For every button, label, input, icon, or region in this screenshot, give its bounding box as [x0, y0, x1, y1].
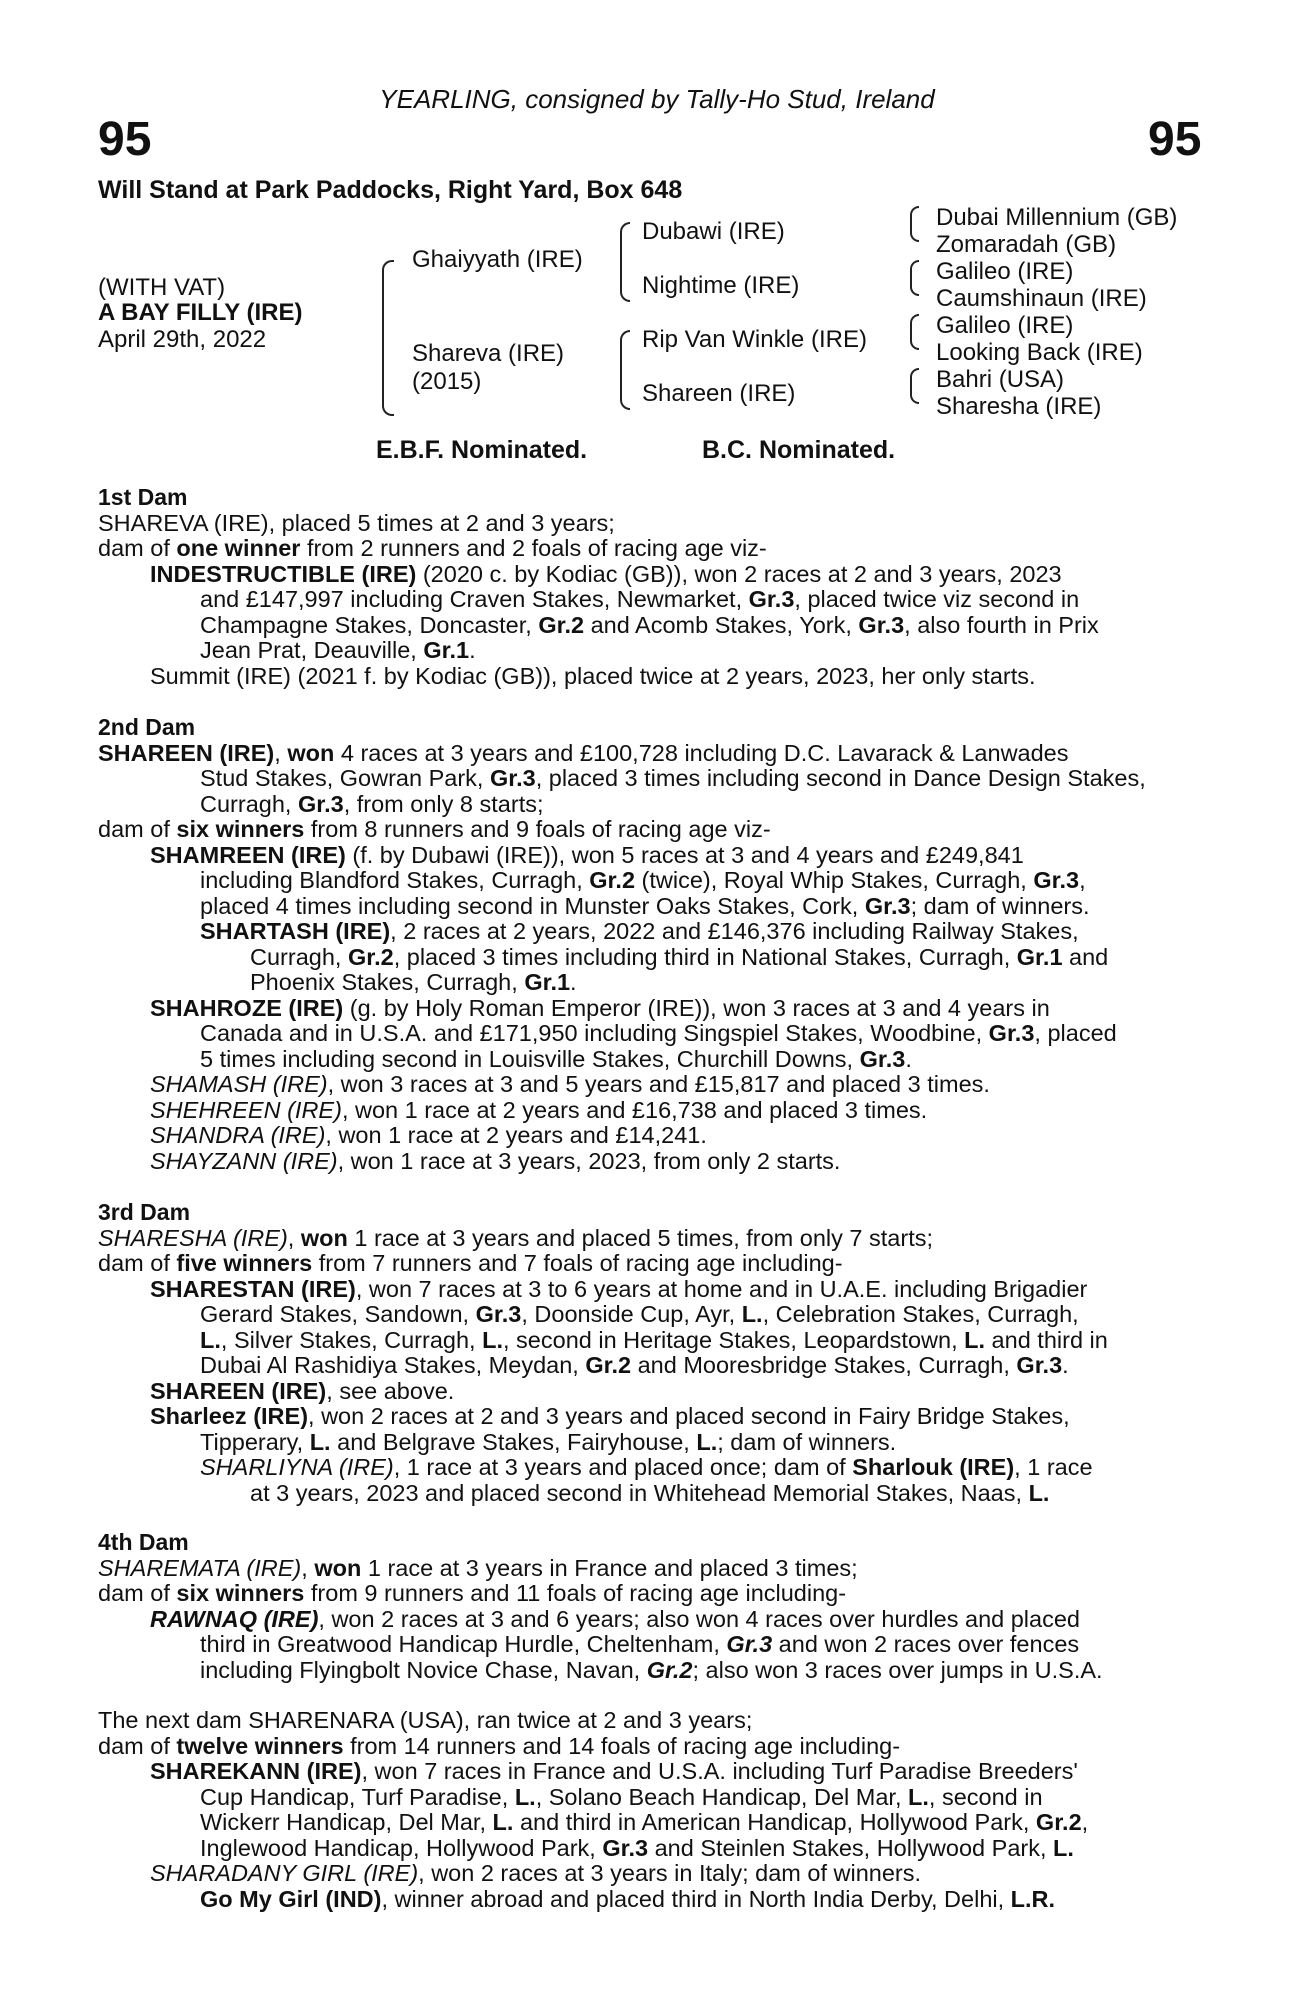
dam: Shareva (IRE): [412, 340, 565, 367]
dam-year: (2015): [412, 368, 482, 395]
entry-line: RAWNAQ (IRE), won 2 races at 3 and 6 years; also won 4 races over hurdles and placed: [150, 1605, 1080, 1632]
dam-sire: Rip Van Winkle (IRE): [642, 326, 867, 353]
entry-line: Stud Stakes, Gowran Park, Gr.3, placed 3 times including second in Dance Design Stakes,: [200, 765, 1146, 791]
entry-line: Gerard Stakes, Sandown, Gr.3, Doonside Cup, Ayr, L., Celebration Stakes, Curragh,: [200, 1301, 1079, 1327]
section-title: 2nd Dam: [98, 714, 196, 740]
pedigree-brace: [620, 222, 630, 302]
ebf-nomination: E.B.F. Nominated.: [376, 436, 588, 464]
entry-line: Go My Girl (IND), winner abroad and placed third in North India Derby, Delhi, L.R.: [200, 1885, 1056, 1912]
ancestor: Bahri (USA): [936, 366, 1065, 393]
entry-line: Cup Handicap, Turf Paradise, L., Solano Beach Handicap, Del Mar, L., second in: [200, 1783, 1043, 1810]
entry-line: SHAHROZE (IRE) (g. by Holy Roman Emperor (IRE)), won 3 races at 3 and 4 years in: [150, 994, 1050, 1021]
entry-line: INDESTRUCTIBLE (IRE) (2020 c. by Kodiac (GB)), won 2 races at 2 and 3 years, 2023: [150, 560, 1062, 587]
entry-line: Tipperary, L. and Belgrave Stakes, Fairyhouse, L.; dam of winners.: [200, 1428, 897, 1455]
entry-line: dam of one winner from 2 runners and 2 foals of racing age viz-: [98, 535, 767, 561]
entry-line: SHAREKANN (IRE), won 7 races in France and U.S.A. including Turf Paradise Breeders': [150, 1758, 1078, 1784]
entry-line: Curragh, Gr.3, from only 8 starts;: [200, 790, 544, 817]
entry-line: The next dam SHARENARA (USA), ran twice at 2 and 3 years;: [98, 1707, 753, 1733]
entry-line: dam of six winners from 9 runners and 11 foals of racing age including-: [98, 1580, 847, 1606]
entry-line: including Blandford Stakes, Curragh, Gr.2 (twice), Royal Whip Stakes, Curragh, Gr.3,: [200, 867, 1086, 893]
section-next-dam: [98, 1708, 1206, 1912]
entry-line: Dubai Al Rashidiya Stakes, Meydan, Gr.2 and Mooresbridge Stakes, Curragh, Gr.3.: [200, 1352, 1069, 1378]
entry-line: including Flyingbolt Novice Chase, Navan, Gr.2; also won 3 races over jumps in U.S.A.: [200, 1656, 1103, 1683]
entry-line: Canada and in U.S.A. and £171,950 including Singspiel Stakes, Woodbine, Gr.3, placed: [200, 1020, 1117, 1046]
section-title: 3rd Dam: [98, 1199, 191, 1225]
horse-name: A BAY FILLY (IRE): [98, 299, 303, 326]
pedigree-brace: [620, 330, 630, 410]
entry-line: third in Greatwood Handicap Hurdle, Cheltenham, Gr.3 and won 2 races over fences: [200, 1631, 1080, 1657]
entry-line: SHAREEN (IRE), won 4 races at 3 years and £100,728 including D.C. Lavarack & Lanwades: [98, 739, 1069, 766]
ancestor: Galileo (IRE): [936, 258, 1074, 285]
entry-line: dam of twelve winners from 14 runners and 14 foals of racing age including-: [98, 1732, 901, 1759]
ancestor: Sharesha (IRE): [936, 393, 1102, 420]
entry-line: SHARESHA (IRE), won 1 race at 3 years and placed 5 times, from only 7 starts;: [98, 1224, 934, 1251]
stand-location: Will Stand at Park Paddocks, Right Yard, Box 648: [98, 176, 683, 204]
entry-line: Wickerr Handicap, Del Mar, L. and third in American Handicap, Hollywood Park, Gr.2,: [200, 1809, 1089, 1835]
entry-line: Curragh, Gr.2, placed 3 times including third in National Stakes, Curragh, Gr.1 and: [250, 943, 1109, 970]
entry-line: SHAMASH (IRE), won 3 races at 3 and 5 years and £15,817 and placed 3 times.: [150, 1071, 990, 1097]
consignment-line: YEARLING, consigned by Tally-Ho Stud, Ireland: [379, 84, 935, 114]
pedigree-brace: [910, 206, 919, 242]
entry-line: SHAREVA (IRE), placed 5 times at 2 and 3 years;: [98, 509, 615, 536]
section-title: 1st Dam: [98, 484, 188, 510]
section-1st-dam: [98, 485, 1206, 689]
entry-line: SHAYZANN (IRE), won 1 race at 3 years, 2023, from only 2 starts.: [150, 1147, 841, 1174]
ancestor: Dubai Millennium (GB): [936, 204, 1178, 231]
entry-line: SHARESTAN (IRE), won 7 races at 3 to 6 years at home and in U.A.E. including Brigadier: [150, 1275, 1088, 1302]
entry-line: dam of six winners from 8 runners and 9 foals of racing age viz-: [98, 816, 771, 842]
entry-line: at 3 years, 2023 and placed second in Whitehead Memorial Stakes, Naas, L.: [250, 1479, 1050, 1506]
entry-line: SHARLIYNA (IRE), 1 race at 3 years and placed once; dam of Sharlouk (IRE), 1 race: [200, 1454, 1093, 1480]
entry-line: Phoenix Stakes, Curragh, Gr.1.: [250, 969, 577, 995]
pedigree-brace: [382, 260, 394, 416]
foaling-date: April 29th, 2022: [98, 326, 267, 353]
vat-note: (WITH VAT): [98, 274, 226, 301]
sire-sire: Dubawi (IRE): [642, 218, 785, 245]
entry-line: Champagne Stakes, Doncaster, Gr.2 and Acomb Stakes, York, Gr.3, also fourth in Prix: [200, 611, 1099, 638]
section-3rd-dam: [98, 1200, 1206, 1506]
ancestor: Looking Back (IRE): [936, 339, 1143, 366]
pedigree-brace: [910, 314, 919, 350]
entry-line: Summit (IRE) (2021 f. by Kodiac (GB)), placed twice at 2 years, 2023, her only starts.: [150, 662, 1036, 689]
section-4th-dam: [98, 1530, 1206, 1683]
pedigree-brace: [910, 368, 919, 404]
entry-line: SHAREMATA (IRE), won 1 race at 3 years in France and placed 3 times;: [98, 1554, 858, 1581]
ancestor: Zomaradah (GB): [936, 231, 1117, 258]
sire: Ghaiyyath (IRE): [412, 246, 583, 273]
entry-line: SHAMREEN (IRE) (f. by Dubawi (IRE)), won 5 races at 3 and 4 years and £249,841: [150, 841, 1024, 868]
entry-line: SHARADANY GIRL (IRE), won 2 races at 3 years in Italy; dam of winners.: [150, 1860, 922, 1886]
entry-line: Jean Prat, Deauville, Gr.1.: [200, 637, 476, 663]
entry-line: SHARTASH (IRE), 2 races at 2 years, 2022 and £146,376 including Railway Stakes,: [200, 918, 1079, 944]
ancestor: Galileo (IRE): [936, 312, 1074, 339]
section-title: 4th Dam: [98, 1529, 189, 1555]
section-2nd-dam: [98, 715, 1206, 1174]
pedigree-brace: [910, 260, 919, 296]
entry-line: Inglewood Handicap, Hollywood Park, Gr.3 and Steinlen Stakes, Hollywood Park, L.: [200, 1834, 1074, 1861]
entry-line: dam of five winners from 7 runners and 7 foals of racing age including-: [98, 1250, 843, 1276]
entry-line: SHEHREEN (IRE), won 1 race at 2 years and £16,738 and placed 3 times.: [150, 1096, 928, 1123]
entry-line: L., Silver Stakes, Curragh, L., second in Heritage Stakes, Leopardstown, L. and third in: [200, 1326, 1108, 1353]
sire-dam: Nightime (IRE): [642, 272, 800, 299]
ancestor: Caumshinaun (IRE): [936, 285, 1147, 312]
lot-number-right: 95: [1148, 113, 1202, 166]
lot-number-left: 95: [98, 113, 152, 166]
dam-dam: Shareen (IRE): [642, 380, 796, 407]
entry-line: placed 4 times including second in Munster Oaks Stakes, Cork, Gr.3; dam of winners.: [200, 892, 1090, 919]
entry-line: SHANDRA (IRE), won 1 race at 2 years and £14,241.: [150, 1122, 707, 1148]
bc-nomination: B.C. Nominated.: [702, 436, 896, 464]
entry-line: SHAREEN (IRE), see above.: [150, 1377, 455, 1404]
entry-line: and £147,997 including Craven Stakes, Newmarket, Gr.3, placed twice viz second in: [200, 586, 1080, 612]
entry-line: Sharleez (IRE), won 2 races at 2 and 3 years and placed second in Fairy Bridge Stakes,: [150, 1403, 1070, 1429]
entry-line: 5 times including second in Louisville Stakes, Churchill Downs, Gr.3.: [200, 1045, 912, 1072]
